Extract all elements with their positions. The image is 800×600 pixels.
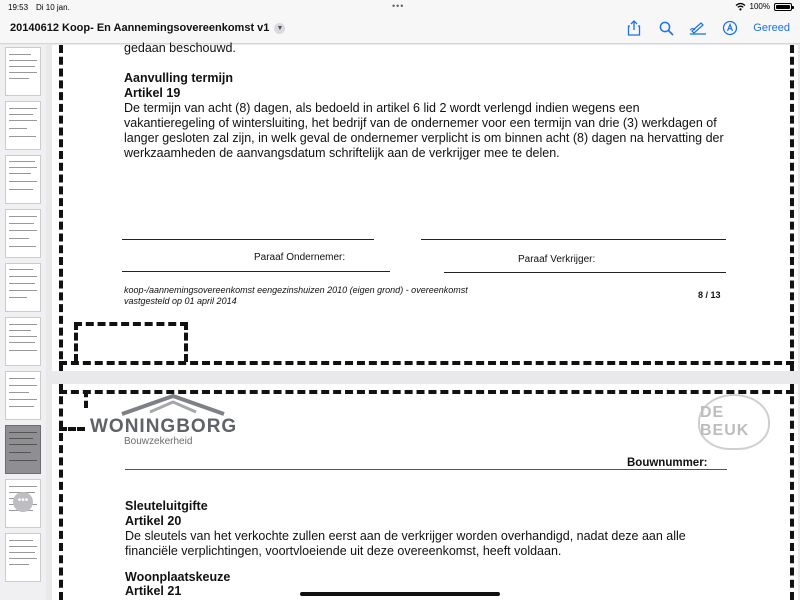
house-roof-icon <box>120 394 226 416</box>
dashed-border <box>59 384 63 600</box>
article-number: Artikel 21 <box>125 584 182 598</box>
more-icon[interactable]: ••• <box>13 492 33 512</box>
section-heading: Woonplaatskeuze <box>125 570 231 584</box>
page-thumbnail[interactable] <box>5 47 41 96</box>
page-thumbnail[interactable] <box>5 533 41 582</box>
page-thumbnail-selected[interactable] <box>5 425 41 474</box>
page-text: gedaan beschouwd. <box>124 41 236 55</box>
toolbar <box>0 14 800 44</box>
multitasking-dots-icon[interactable]: ••• <box>392 1 405 11</box>
dashed-box <box>59 427 85 431</box>
status-right <box>735 2 792 11</box>
wifi-icon <box>735 2 746 11</box>
annotate-icon[interactable] <box>721 19 739 37</box>
dashed-border <box>790 384 794 600</box>
status-time: 19:53 <box>8 3 29 12</box>
article-number: Artikel 19 <box>124 86 181 100</box>
paraaf-ondernemer-label: Paraaf Ondernemer: <box>254 252 346 263</box>
chevron-down-icon[interactable]: ▼ <box>274 23 285 34</box>
dashed-border <box>59 361 794 365</box>
signature-line <box>122 239 374 240</box>
dashed-box <box>84 390 88 408</box>
body-line: financiële verplichtingen, voortvloeiende uit deze overeenkomst, heeft voldaan. <box>125 544 562 558</box>
battery-percent: 100% <box>749 2 770 11</box>
body-line: De sleutels van het verkochte zullen eerst aan de verkrijger worden overhandigd, nadat deze aan alle <box>125 529 686 543</box>
document-title[interactable] <box>10 22 285 34</box>
dashed-border <box>59 45 63 371</box>
home-indicator[interactable] <box>300 592 500 596</box>
document-page-8 <box>52 41 798 371</box>
page-thumbnail[interactable] <box>5 263 41 312</box>
search-icon[interactable] <box>657 19 675 37</box>
body-line: vakantieregeling of wintersluiting, het bedrijf van de ondernemer voor een termijn van drie (3) werkdagen of <box>124 116 717 130</box>
section-heading: Aanvulling termijn <box>124 71 234 85</box>
dashed-box <box>74 322 188 326</box>
signature-line <box>421 239 726 240</box>
status-bar <box>0 0 800 14</box>
article-number: Artikel 20 <box>125 514 182 528</box>
done-button[interactable]: Gereed <box>753 22 790 34</box>
body-line: werkzaamheden de aanvangsdatum schriftelijk aan de verkrijger mee te delen. <box>124 146 560 160</box>
section-heading: Sleuteluitgifte <box>125 499 208 513</box>
page-thumbnail[interactable] <box>5 317 41 366</box>
footer-line: koop-/aannemingsovereenkomst eengezinshuizen 2010 (eigen grond) - overeenkomst <box>124 285 468 295</box>
page-thumbnail[interactable] <box>5 155 41 204</box>
document-title-text: 20140612 Koop- En Aannemingsovereenkomst v1 <box>10 22 270 34</box>
status-date: Di 10 jan. <box>36 3 70 12</box>
body-line: langer gesloten zal zijn, in welk geval de ondernemer verplicht is om binnen acht (8) dagen na hervatting der <box>124 131 724 145</box>
dashed-border <box>790 45 794 371</box>
de-beuk-stamp <box>698 394 770 450</box>
bouwnummer-label: Bouwnummer: <box>627 457 708 469</box>
share-icon[interactable] <box>625 19 643 37</box>
woningborg-logo: WONINGBORG <box>90 416 238 437</box>
paraaf-verkrijger-label: Paraaf Verkrijger: <box>518 254 596 265</box>
page-thumbnail[interactable] <box>5 209 41 258</box>
battery-icon <box>774 3 792 11</box>
document-page-9 <box>52 384 798 600</box>
page-thumbnail[interactable] <box>5 371 41 420</box>
thumbnail-sidebar[interactable] <box>0 45 46 600</box>
footer-rule <box>122 271 390 272</box>
page-number: 8 / 13 <box>698 290 721 300</box>
markup-icon[interactable] <box>689 19 707 37</box>
stamp-text: DE BEUK <box>700 404 750 439</box>
dashed-box <box>74 322 78 362</box>
body-line: De termijn van acht (8) dagen, als bedoeld in artikel 6 lid 2 wordt verlengd indien wegens een <box>124 101 640 115</box>
dashed-box <box>184 322 188 362</box>
footer-rule <box>444 272 726 273</box>
page-thumbnail[interactable] <box>5 101 41 150</box>
woningborg-tagline: Bouwzekerheid <box>124 436 193 447</box>
footer-line: vastgesteld op 01 april 2014 <box>124 296 237 306</box>
